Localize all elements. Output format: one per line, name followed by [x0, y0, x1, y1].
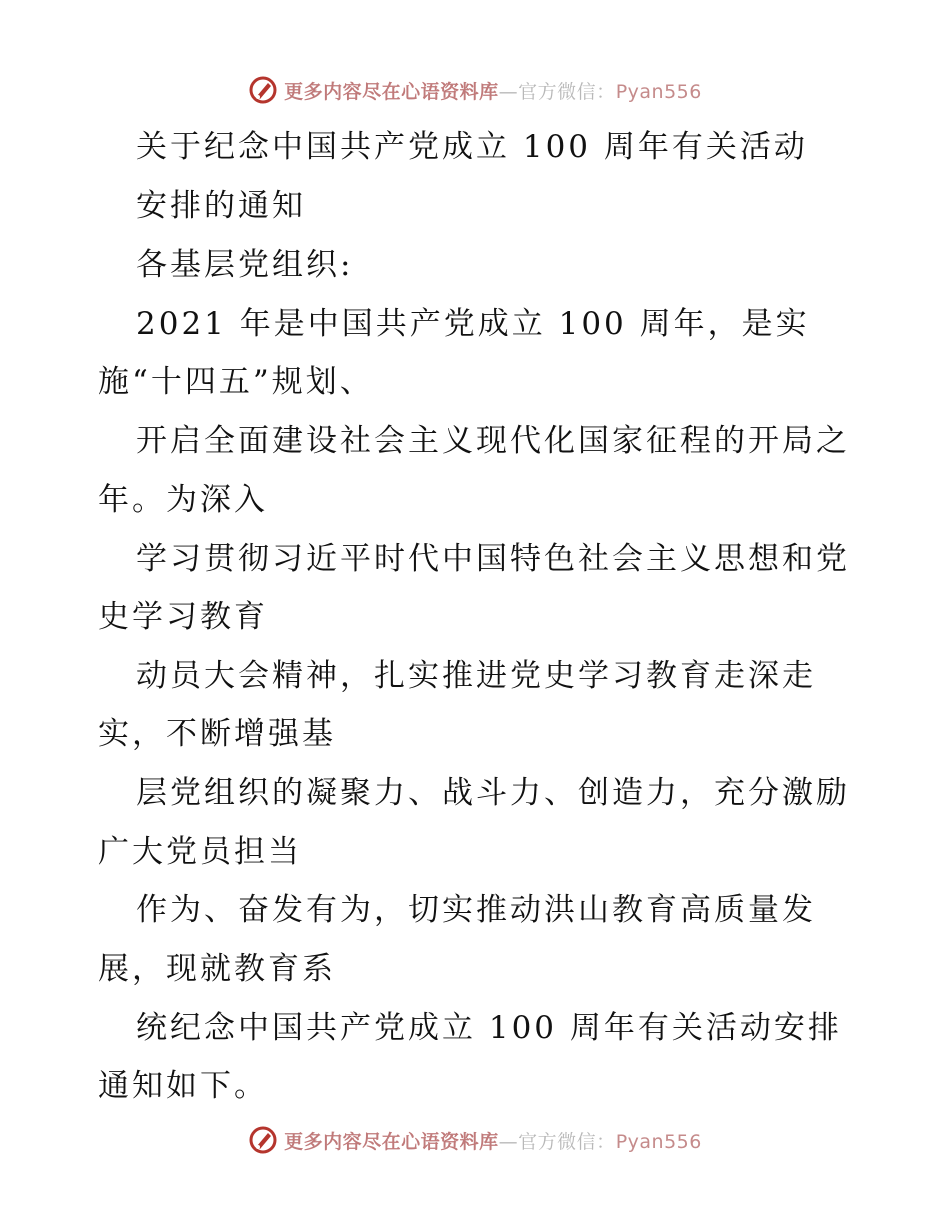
watermark-text: [284, 77, 702, 104]
doc-salutation: 各基层党组织:: [136, 247, 354, 283]
watermark-header: [0, 70, 950, 110]
doc-paragraph-line: 学习贯彻习近平时代中国特色社会主义思想和党: [136, 541, 850, 577]
watermark-brand: 更多内容尽在心语资料库: [284, 80, 499, 103]
doc-paragraph-line: 实，不断增强基: [98, 716, 336, 752]
doc-paragraph-line: 动员大会精神，扎实推进党史学习教育走深走: [136, 658, 816, 694]
watermark-footer: [0, 1120, 950, 1160]
watermark-dash: —: [498, 80, 519, 103]
doc-paragraph-line: 广大党员担当: [98, 834, 302, 870]
red-pen-logo-icon: [248, 1125, 278, 1155]
doc-paragraph-line: 通知如下。: [98, 1068, 268, 1104]
doc-paragraph-line: 展，现就教育系: [98, 951, 336, 987]
watermark-account: Pyan556: [615, 1130, 702, 1153]
watermark-text: [284, 1127, 702, 1154]
red-pen-logo-icon: [248, 75, 278, 105]
doc-paragraph-line: 2021 年是中国共产党成立 100 周年，是实: [136, 306, 810, 342]
watermark-wechat-label: 官方微信：: [518, 1130, 616, 1153]
watermark-dash: —: [498, 1130, 519, 1153]
doc-paragraph-line: 开启全面建设社会主义现代化国家征程的开局之: [136, 423, 850, 459]
doc-paragraph-line: 层党组织的凝聚力、战斗力、创造力，充分激励: [136, 775, 850, 811]
doc-paragraph-line: 施“十四五”规划、: [98, 364, 374, 400]
doc-paragraph-line: 统纪念中国共产党成立 100 周年有关活动安排: [136, 1010, 842, 1046]
doc-title-line-2: 安排的通知: [136, 188, 306, 224]
watermark-account: Pyan556: [615, 80, 702, 103]
doc-paragraph-line: 作为、奋发有为，切实推动洪山教育高质量发: [136, 892, 816, 928]
doc-title-line-1: 关于纪念中国共产党成立 100 周年有关活动: [136, 129, 808, 165]
doc-paragraph-line: 史学习教育: [98, 599, 268, 635]
watermark-wechat-label: 官方微信：: [518, 80, 616, 103]
doc-paragraph-line: 年。为深入: [98, 482, 268, 518]
watermark-brand: 更多内容尽在心语资料库: [284, 1130, 499, 1153]
